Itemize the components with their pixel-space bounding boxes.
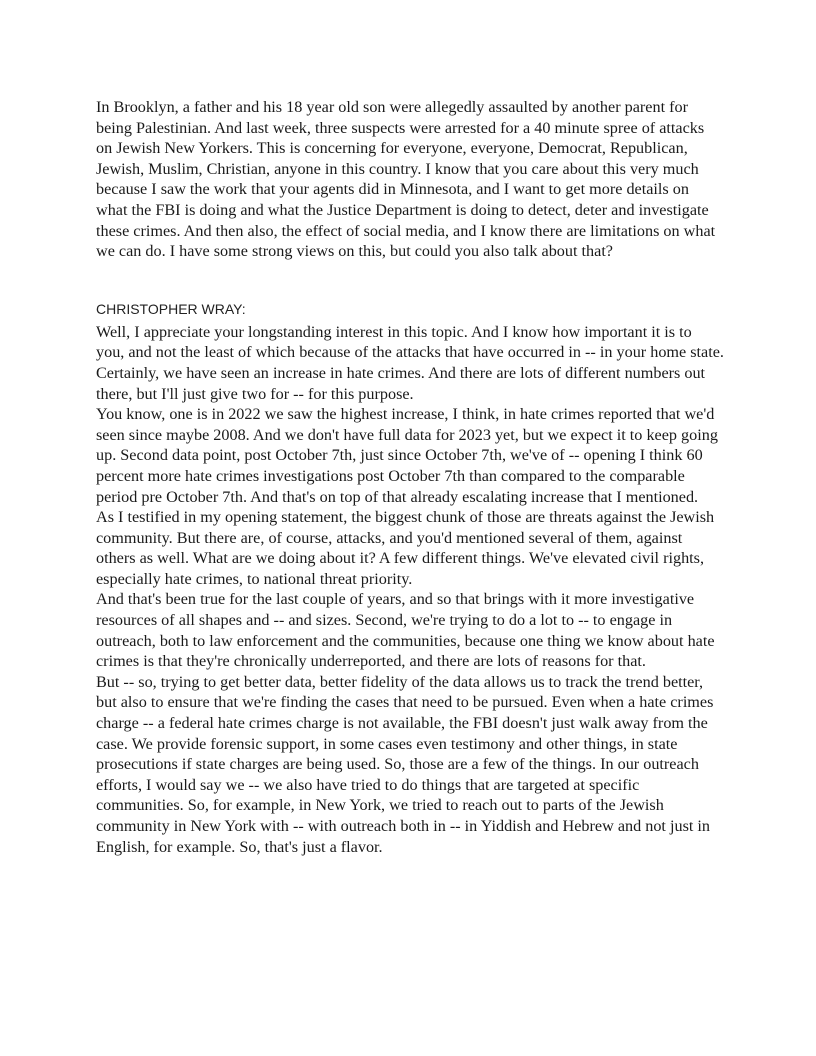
response-paragraph-4: And that's been true for the last couple of years, and so that brings with it more investigative resources of all shapes and -- and sizes. Second, we're trying to do a lot to -- to engage in outreach, both to law enforcement and the communities, because one thing we know about hate crimes is that they're chronically underreported, and there are lots of reasons for that. [96,590,715,671]
response-paragraph-5: But -- so, trying to get better data, better fidelity of the data allows us to track the trend better, but also to ensure that we're finding the cases that need to be pursued. Even when a hate crimes charge -- a federal hate crimes charge is not available, the FBI doesn't just walk away from the case. We provide forensic support, in some cases even testimony and other things, in state prosecutions if state charges are being used. So, those are a few of the things. In our outreach efforts, I would say we -- we also have tried to do things that are targeted at specific communities. So, for example, in New York, we tried to reach out to parts of the Jewish community in New York with -- with outreach both in -- in Yiddish and Hebrew and not just in English, for example. So, that's just a flavor. [96,672,714,856]
transcript-page [96,97,724,857]
response-paragraph-2: You know, one is in 2022 we saw the highest increase, I think, in hate crimes reported that we'd seen since maybe 2008. And we don't have full data for 2023 yet, but we expect it to keep going up. Second data point, post October 7th, just since October 7th, we've of -- opening I think 60 percent more hate crimes investigations post October 7th than compared to the comparable period pre October 7th. And that's on top of that already escalating increase that I mentioned. [96,405,718,506]
speaker-label: CHRISTOPHER WRAY: [96,300,246,317]
question-paragraph: In Brooklyn, a father and his 18 year old son were allegedly assaulted by another parent for being Palestinian. And last week, three suspects were arrested for a 40 minute spree of attacks on Jewish New Yorkers. This is concerning for everyone, everyone, Democrat, Republican, Jewish, Muslim, Christian, anyone in this country. I know that you care about this very much because I saw the work that your agents did in Minnesota, and I want to get more details on what the FBI is doing and what the Justice Department is doing to detect, deter and investigate these crimes. And then also, the effect of social media, and I know there are limitations on what we can do. I have some strong views on this, but could you also talk about that? [96,98,716,261]
response-paragraph-1: Well, I appreciate your longstanding interest in this topic. And I know how important it is to you, and not the least of which because of the attacks that have occurred in -- in your home state. Certainly, we have seen an increase in hate crimes. And there are lots of different numbers out there, but I'll just give two for -- for this purpose. [96,322,724,403]
response-paragraph-3: As I testified in my opening statement, the biggest chunk of those are threats against the Jewish community. But there are, of course, attacks, and you'd mentioned several of them, against others as well. What are we doing about it? A few different things. We've elevated civil rights, especially hate crimes, to national threat priority. [96,508,715,588]
